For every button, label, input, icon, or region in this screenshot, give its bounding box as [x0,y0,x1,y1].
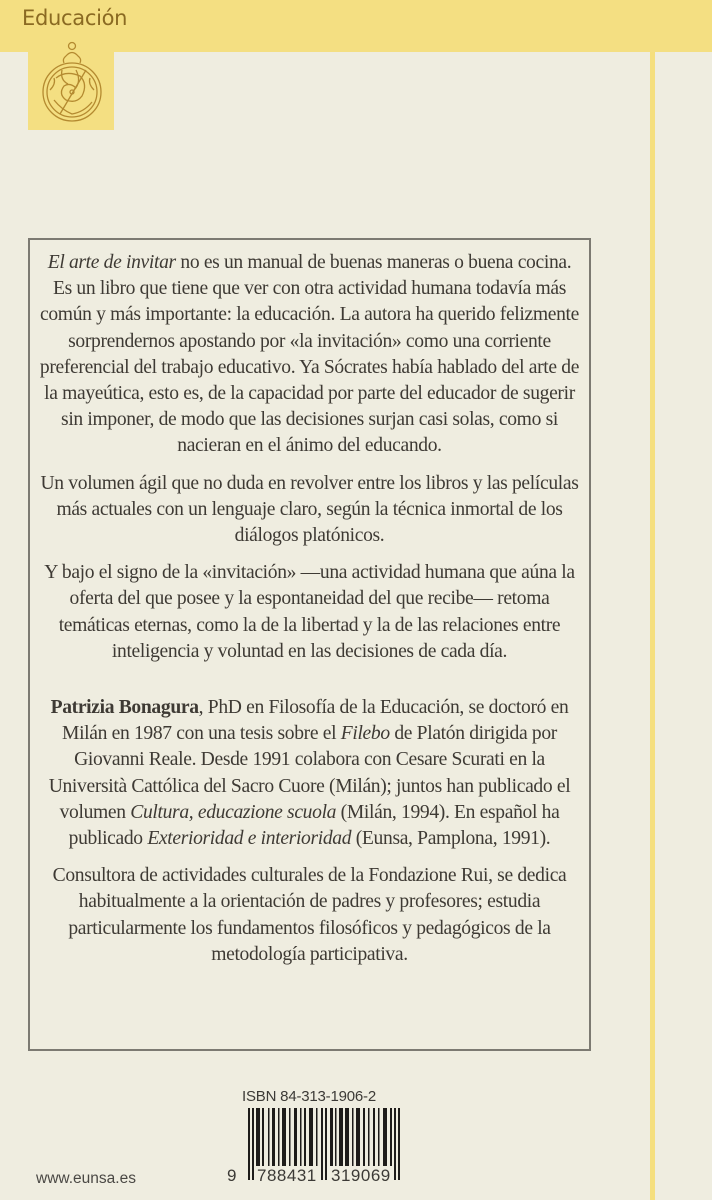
decorative-vertical-line [650,52,655,1200]
publisher-website[interactable]: www.eunsa.es [36,1170,136,1187]
blurb-paragraph-3: Y bajo el signo de la «invitación» —una actividad humana que aúna la oferta del que posee y la espontaneidad del que recibe— retoma temáticas eternas, como la de la libertad y la de las relaciones entre inteligencia y voluntad en las decisiones de cada día. [44,562,575,662]
barcode-digits-right: 319069 [331,1166,391,1185]
book-title: El arte de invitar [47,252,176,273]
barcode-digit-lead: 9 [227,1166,237,1185]
emblem-box [28,52,114,130]
series-title: Educación [22,6,128,30]
author-bio-paragraph-2: Consultora de actividades culturales de la Fondazione Rui, se dedica habitualmente a la orientación de padres y profesores; estudia particularmente los fundamentos filosóficos y pedagógicos de la metodología participativa. [52,865,567,965]
barcode-digits-left: 788431 [257,1166,317,1185]
astrolabe-icon [36,40,108,130]
blurb-paragraph-2: Un volumen ágil que no duda en revolver entre los libros y las películas más actuales con un lenguaje claro, según la técnica inmortal de los diálogos platónicos. [40,472,579,547]
blurb-paragraph-1: El arte de invitar no es un manual de buenas maneras o buena cocina. Es un libro que tiene que ver con otra actividad humana todavía más común y más importante: la educación. La autora ha querido felizmente sorprendernos apostando por «la invitación» como una corriente preferencial del trabajo educativo. Ya Sócrates había hablado del arte de la mayeútica, esto es, de la capacidad por parte del educador de sugerir sin imponer, de modo que las decisiones surjan casi solas, como si nacieran en el ánimo del educando. [39,252,580,457]
isbn-label: ISBN 84-313-1906-2 [242,1088,376,1105]
author-bio-paragraph: Patrizia Bonagura, PhD en Filosofía de la Educación, se doctoró en Milán en 1987 con una tesis sobre el Filebo de Platón dirigida por Giovanni Reale. Desde 1991 colabora con Cesare Scurati en la Università Cattólica del Sacro Cuore (Milán); juntos han publicado el volumen Cultura, educazione scuola (Milán, 1994). En español ha publicado Exterioridad e interioridad (Eunsa, Pamplona, 1991). [48,697,571,850]
blurb-box [28,238,591,1051]
author-name: Patrizia Bonagura [50,697,199,719]
